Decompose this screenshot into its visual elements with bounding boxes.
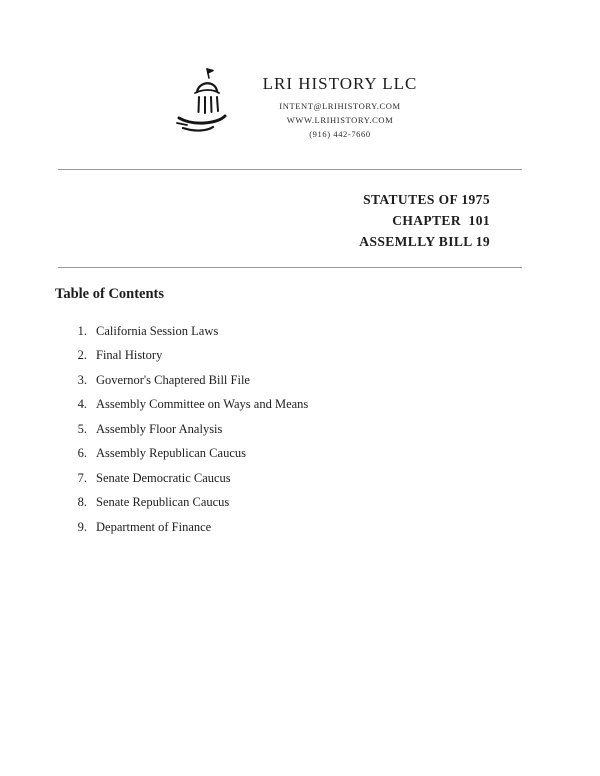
statute-reference <box>0 190 490 253</box>
statutes-line: STATUTES OF 1975 <box>363 192 490 207</box>
toc-item <box>69 496 600 509</box>
company-website: WWW.LRIHISTORY.COM <box>286 115 394 125</box>
toc-item-label: Department of Finance <box>96 519 212 534</box>
assembly-bill-line: ASSEMLLY BILL 19 <box>359 233 490 249</box>
toc-item-label: Assembly Committee on Ways and Means <box>96 397 309 412</box>
toc-item-number: 7. <box>77 470 87 485</box>
toc-item-number: 6. <box>77 446 87 461</box>
toc-item-label: California Session Laws <box>96 323 219 338</box>
table-of-contents <box>55 286 600 534</box>
toc-item-label: Senate Republican Caucus <box>96 495 230 510</box>
toc-item-number: 1. <box>77 323 87 338</box>
toc-item-label: Assembly Floor Analysis <box>96 421 223 436</box>
toc-item <box>69 423 600 436</box>
toc-item-number: 9. <box>77 519 87 534</box>
divider-bottom <box>58 267 522 268</box>
chapter-line: CHAPTER 101 <box>392 212 490 228</box>
divider-top <box>58 169 522 170</box>
toc-item-number: 4. <box>77 397 87 412</box>
letterhead <box>0 0 600 143</box>
toc-item <box>69 521 600 534</box>
letterhead-text <box>263 66 418 143</box>
toc-item <box>69 472 600 485</box>
company-name: LRI HISTORY LLC <box>262 74 418 93</box>
toc-item <box>69 447 600 460</box>
toc-item-label: Assembly Republican Caucus <box>96 446 246 461</box>
toc-item-label: Senate Democratic Caucus <box>96 470 231 485</box>
capitol-sketch-icon <box>173 66 237 138</box>
toc-item-number: 2. <box>77 348 87 363</box>
toc-list <box>69 325 600 534</box>
toc-title: Table of Contents <box>55 285 165 302</box>
toc-item-number: 8. <box>77 495 87 510</box>
toc-item-label: Governor's Chaptered Bill File <box>96 372 250 387</box>
toc-item-number: 5. <box>77 421 87 436</box>
company-phone: (916) 442-7660 <box>309 129 371 139</box>
toc-item <box>69 349 600 362</box>
toc-item <box>69 398 600 411</box>
toc-item <box>69 325 600 338</box>
toc-item-label: Final History <box>96 348 163 363</box>
toc-item-number: 3. <box>77 372 87 387</box>
toc-item <box>69 374 600 387</box>
company-email: INTENT@LRIHISTORY.COM <box>279 101 401 111</box>
